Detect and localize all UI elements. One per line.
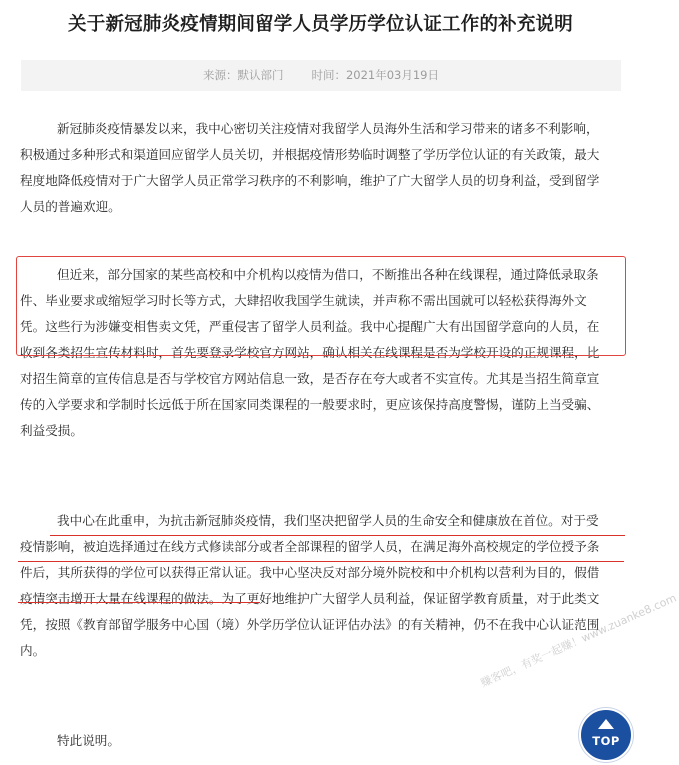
article-meta-bar xyxy=(21,60,621,91)
paragraph-1 xyxy=(20,116,624,220)
paragraph-line: 凭，按照《教育部留学服务中心国（境）外学历学位认证评估办法》的有关精神，仍不在我中心认证范围 xyxy=(20,617,600,632)
paragraph-line: 利益受损。 xyxy=(20,423,83,438)
arrow-up-icon xyxy=(598,719,614,729)
paragraph-line: 积极通过多种形式和渠道回应留学人员关切，并根据疫情形势临时调整了学历学位认证的有关政策，最大 xyxy=(20,147,600,162)
highlight-underline xyxy=(18,561,624,562)
paragraph-3 xyxy=(20,508,624,664)
paragraph-line: 人员的普遍欢迎。 xyxy=(20,199,121,214)
article-title: 关于新冠肺炎疫情期间留学人员学历学位认证工作的补充说明 xyxy=(68,14,573,35)
paragraph-line: 特此说明。 xyxy=(57,733,120,748)
site-watermark: 赚客吧，有奖一起赚！www.zuanke8.com xyxy=(478,591,679,690)
back-to-top-button[interactable] xyxy=(579,708,633,762)
highlight-underline xyxy=(50,535,625,536)
paragraph-line: 收到各类招生宣传材料时，首先要登录学校官方网站，确认相关在线课程是否为学校开设的正规课程，比 xyxy=(20,345,600,360)
paragraph-4 xyxy=(20,728,624,754)
article-time: 时间：2021年03月19日 xyxy=(311,68,440,82)
paragraph-line: 但近来，部分国家的某些高校和中介机构以疫情为借口，不断推出各种在线课程，通过降低录取条 xyxy=(57,267,599,282)
article-source: 来源：默认部门 xyxy=(202,68,284,82)
paragraph-line: 新冠肺炎疫情暴发以来，我中心密切关注疫情对我留学人员海外生活和学习带来的诸多不利影响， xyxy=(57,121,599,136)
paragraph-line: 疫情突击增开大量在线课程的做法。为了更好地维护广大留学人员利益，保证留学教育质量，对于此类文 xyxy=(20,591,600,606)
highlight-box xyxy=(16,256,626,356)
highlight-underline xyxy=(18,602,260,603)
paragraph-line: 我中心在此重申，为抗击新冠肺炎疫情，我们坚决把留学人员的生命安全和健康放在首位。对于受 xyxy=(57,513,599,528)
paragraph-line: 凭。这些行为涉嫌变相售卖文凭，严重侵害了留学人员利益。我中心提醒广大有出国留学意向的人员，在 xyxy=(20,319,600,334)
back-to-top-label: TOP xyxy=(592,734,620,748)
paragraph-line: 程度地降低疫情对于广大留学人员正常学习秩序的不利影响，维护了广大留学人员的切身利益，受到留学 xyxy=(20,173,600,188)
paragraph-line: 传的入学要求和学制时长远低于所在国家同类课程的一般要求时，更应该保持高度警惕，谨防上当受骗、 xyxy=(20,397,600,412)
paragraph-line: 件、毕业要求或缩短学习时长等方式，大肆招收我国学生就读，并声称不需出国就可以轻松获得海外文 xyxy=(20,293,587,308)
paragraph-line: 对招生简章的宣传信息是否与学校官方网站信息一致，是否存在夸大或者不实宣传。尤其是当招生简章宣 xyxy=(20,371,600,386)
paragraph-line: 疫情影响，被迫选择通过在线方式修读部分或者全部课程的留学人员，在满足海外高校规定的学位授予条 xyxy=(20,539,600,554)
paragraph-line: 内。 xyxy=(20,643,46,658)
paragraph-line: 件后，其所获得的学位可以获得正常认证。我中心坚决反对部分境外院校和中介机构以营利为目的，假借 xyxy=(20,565,600,580)
